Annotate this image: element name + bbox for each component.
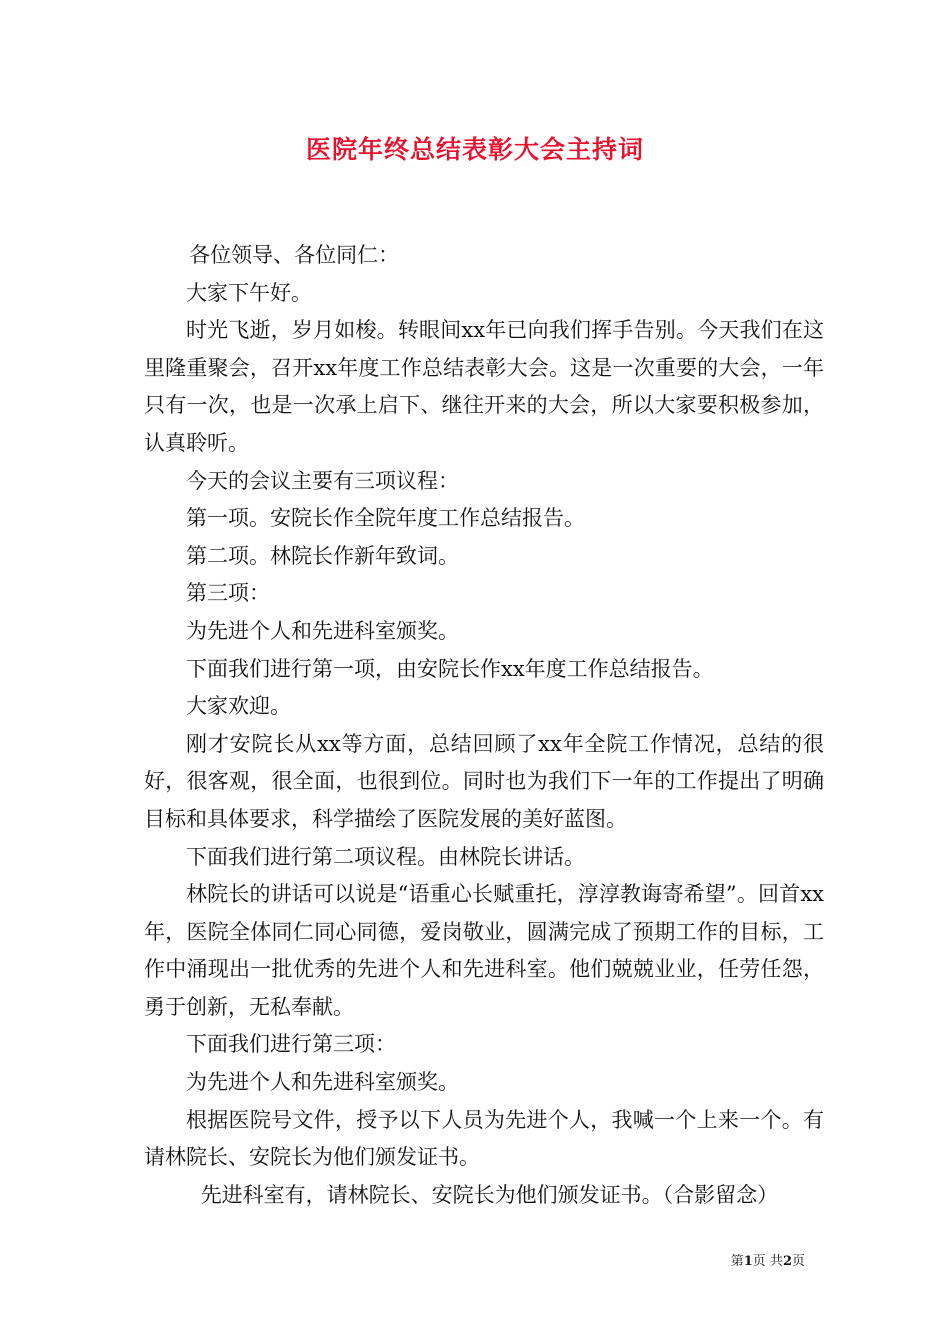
- footer-suffix: 页: [791, 1254, 805, 1269]
- paragraph: 根据医院号文件，授予以下人员为先进个人，我喊一个上来一个。有请林院长、安院长为他们颁发证书。: [144, 1107, 824, 1170]
- document-title: 医院年终总结表彰大会主持词: [305, 135, 644, 164]
- paragraph: 下面我们进行第一项，由安院长作xx年度工作总结报告。: [186, 656, 714, 681]
- paragraph: 为先进个人和先进科室颁奖。: [186, 618, 459, 643]
- paragraph: 刚才安院长从xx等方面，总结回顾了xx年全院工作情况，总结的很好，很客观，很全面，也很到位。同时也为我们下一年的工作提出了明确目标和具体要求，科学描绘了医院发展的美好蓝图。: [144, 731, 824, 831]
- paragraph: 下面我们进行第二项议程。由林院长讲话。: [186, 844, 585, 869]
- paragraph-salutation: 各位领导、各位同仁：: [189, 243, 400, 267]
- footer-prefix: 第: [730, 1254, 744, 1269]
- paragraph: 林院长的讲话可以说是“语重心长赋重托，淳淳教诲寄希望”。回首xx年，医院全体同仁同心同德，爱岗敬业，圆满完成了预期工作的目标，工作中涌现出一批优秀的先进个人和先进科室。他们兢兢业业，任劳任怨，勇于创新，无私奉献。: [144, 882, 824, 1019]
- paragraph: 第二项。林院长作新年致词。: [186, 543, 459, 568]
- paragraph: 第一项。安院长作全院年度工作总结报告。: [186, 506, 585, 531]
- document-body: [144, 237, 824, 1214]
- paragraph: 大家下午好。: [186, 280, 312, 305]
- paragraph: 先进科室有，请林院长、安院长为他们颁发证书。（合影留念）: [200, 1182, 779, 1207]
- paragraph: 时光飞逝，岁月如梭。转眼间xx年已向我们挥手告别。今天我们在这里隆重聚会，召开xx年度工作总结表彰大会。这是一次重要的大会，一年只有一次，也是一次承上启下、继往开来的大会，所以大家要积极参加，认真聆听。: [144, 318, 824, 455]
- total-pages-number: 2: [782, 1254, 792, 1269]
- paragraph: 下面我们进行第三项：: [186, 1032, 396, 1057]
- paragraph: 今天的会议主要有三项议程：: [186, 468, 459, 493]
- paragraph: 为先进个人和先进科室颁奖。: [186, 1070, 459, 1095]
- paragraph: 第三项：: [186, 581, 270, 606]
- page-number-footer: [731, 1253, 805, 1271]
- current-page-number: 1: [743, 1254, 753, 1269]
- footer-middle: 页 共: [752, 1254, 783, 1269]
- paragraph: 大家欢迎。: [186, 694, 291, 719]
